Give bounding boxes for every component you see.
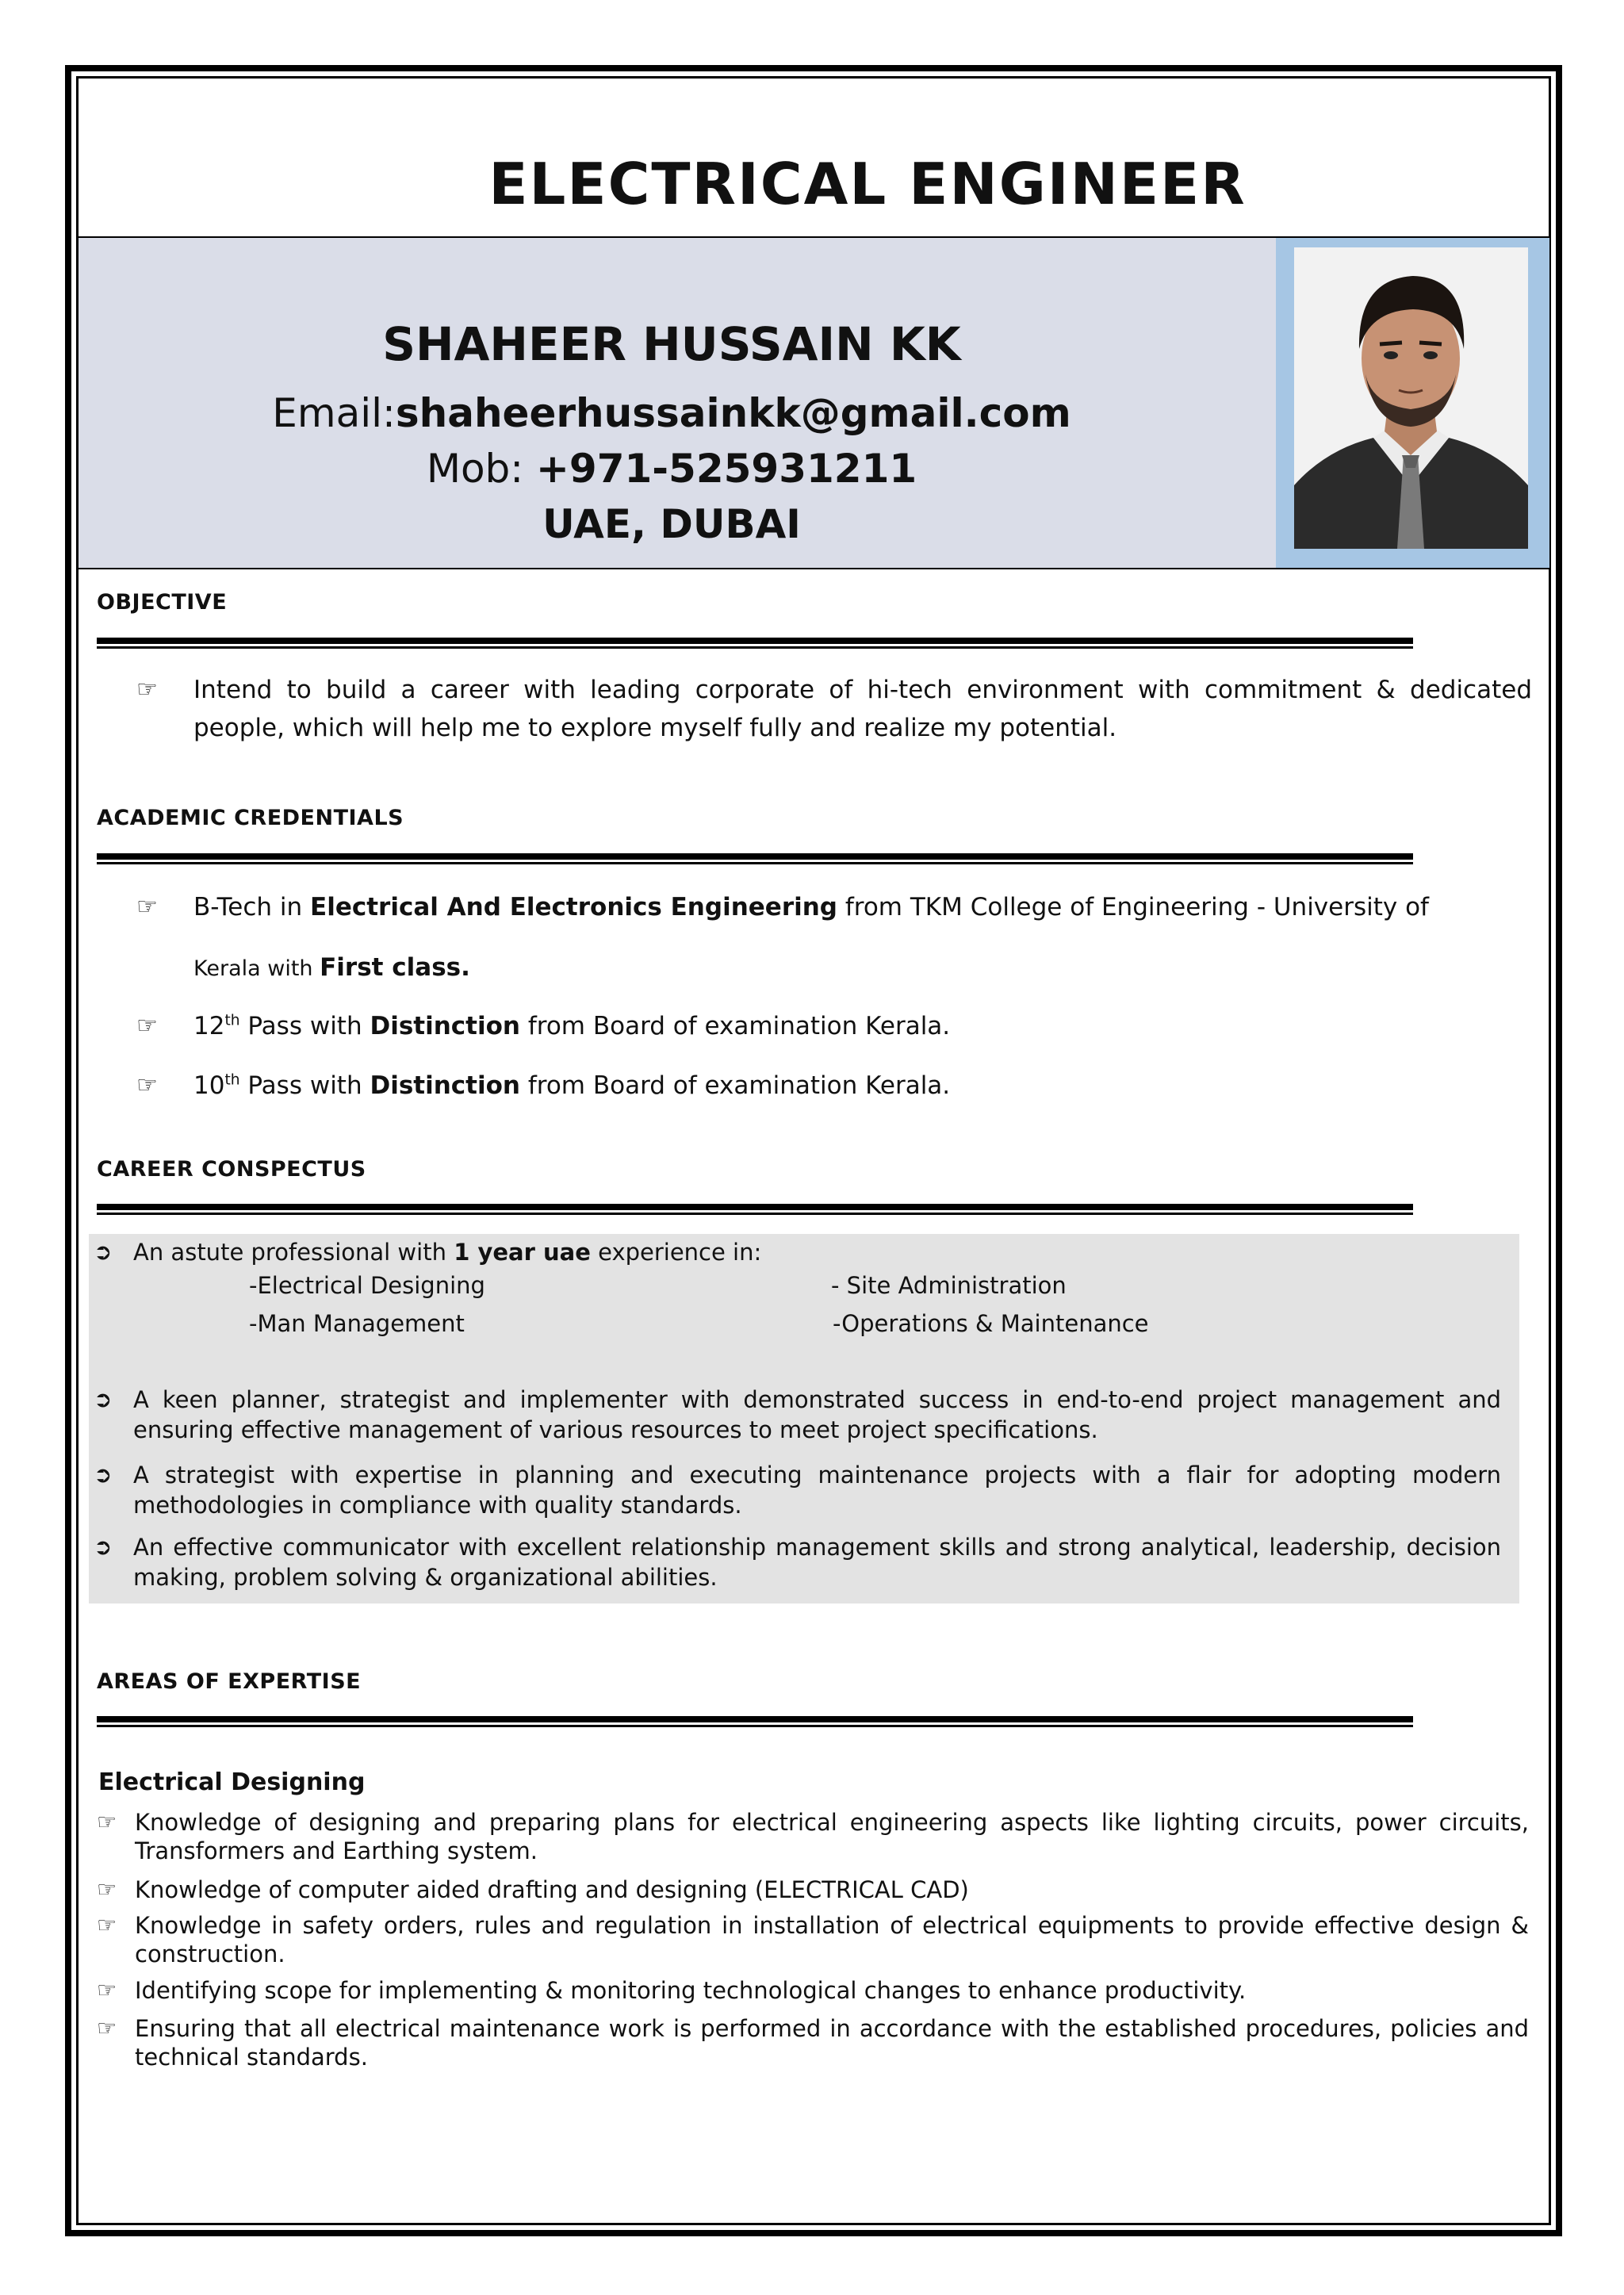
tenth-pre: Pass with [239,1071,370,1100]
twelfth-post: from Board of examination Kerala. [519,1012,951,1040]
location-line [79,501,1550,547]
email-label: Email: [272,390,396,436]
btech-line2-pre: Kerala with [193,956,320,981]
academic-12th-text [193,1007,1532,1045]
pointing-hand-icon: ☞ [97,2015,117,2041]
twelfth-pre: Pass with [239,1012,370,1040]
objective-text: Intend to build a career with leading corporate of hi-tech environment with commitment & dedicated people, which will help me to explore myself fully and realize my potential. [193,676,1532,742]
objective-heading: OBJECTIVE [97,590,228,615]
career-item-text: An effective communicator with excellent relationship management skills and strong analytical, leadership, decision making, problem solving & organizational abilities. [133,1534,1501,1591]
circled-arrow-icon: ➲ [94,1534,113,1560]
circled-arrow-icon: ➲ [94,1386,113,1412]
btech-pre: B-Tech in [193,893,311,921]
academic-10th-text [193,1067,1532,1105]
pointing-hand-icon: ☞ [97,1912,117,1938]
pointing-hand-icon: ☞ [97,1809,117,1835]
location-value: UAE, DUBAI [542,501,801,547]
academic-btech-line2 [193,948,1532,988]
expertise-item-text: Knowledge of designing and preparing plans for electrical engineering aspects like lighting circuits, power circuits, Transformers and Earthing system. [135,1809,1529,1864]
email-value[interactable]: shaheerhussainkk@gmail.com [395,390,1071,436]
section-divider [97,1204,1413,1216]
page-title: ELECTRICAL ENGINEER [488,151,1247,217]
expertise-item-text: Ensuring that all electrical maintenance work is performed in accordance with the established procedures, policies and technical standards. [135,2015,1529,2071]
twelfth-num: 12 [193,1012,225,1040]
career-intro-post: experience in: [590,1239,762,1266]
career-intro-pre: An astute professional with [133,1239,454,1266]
career-heading: CAREER CONSPECTUS [97,1157,366,1182]
twelfth-grade: Distinction [370,1012,520,1040]
mobile-value: +971-525931211 [536,446,917,492]
btech-degree: Electrical And Electronics Engineering [310,893,837,921]
tenth-num: 10 [193,1071,225,1100]
circled-arrow-icon: ➲ [94,1239,113,1265]
pointing-hand-icon: ☞ [136,893,158,921]
mobile-line [79,446,1550,492]
career-item-text: A strategist with expertise in planning and executing maintenance projects with a flair for adopting modern methodologies in compliance with quality standards. [133,1462,1501,1519]
career-item-text: A keen planner, strategist and implementer with demonstrated success in end-to-end project management and ensuring effective management of various resources to meet project specifications. [133,1386,1501,1443]
candidate-name: SHAHEER HUSSAIN KK [382,317,961,371]
expertise-subheading: Electrical Designing [98,1768,366,1796]
pointing-hand-icon: ☞ [97,1876,117,1902]
career-intro-bold: 1 year uae [454,1239,591,1266]
tenth-grade: Distinction [370,1071,520,1100]
expertise-item-text: Identifying scope for implementing & monitoring technological changes to enhance productivity. [135,1977,1247,2004]
expertise-item-text: Knowledge in safety orders, rules and regulation in installation of electrical equipments to provide effective design & construction. [135,1912,1529,1967]
btech-post: from TKM College of Engineering - University of [837,893,1429,921]
career-area: -Electrical Designing [249,1272,485,1299]
pointing-hand-icon: ☞ [136,1012,158,1040]
academic-heading: ACADEMIC CREDENTIALS [97,806,404,830]
academic-btech-line1 [193,888,1532,926]
section-divider [97,853,1413,866]
pointing-hand-icon: ☞ [136,1071,158,1099]
mobile-label: Mob: [426,446,537,492]
expertise-item-text: Knowledge of computer aided drafting and designing (ELECTRICAL CAD) [135,1876,969,1903]
pointing-hand-icon: ☞ [97,1977,117,2003]
section-divider [97,1716,1413,1729]
career-area: - Site Administration [831,1272,1067,1299]
twelfth-sup: th [224,1012,240,1029]
expertise-heading: AREAS OF EXPERTISE [97,1669,362,1694]
circled-arrow-icon: ➲ [94,1462,113,1488]
section-divider [97,638,1413,650]
btech-class: First class. [320,953,470,982]
pointing-hand-icon: ☞ [136,676,158,703]
career-area: -Man Management [249,1310,465,1337]
career-area: -Operations & Maintenance [833,1310,1149,1337]
career-intro-text [133,1237,1501,1267]
email-line [79,390,1550,436]
tenth-post: from Board of examination Kerala. [519,1071,951,1100]
tenth-sup: th [224,1071,240,1089]
